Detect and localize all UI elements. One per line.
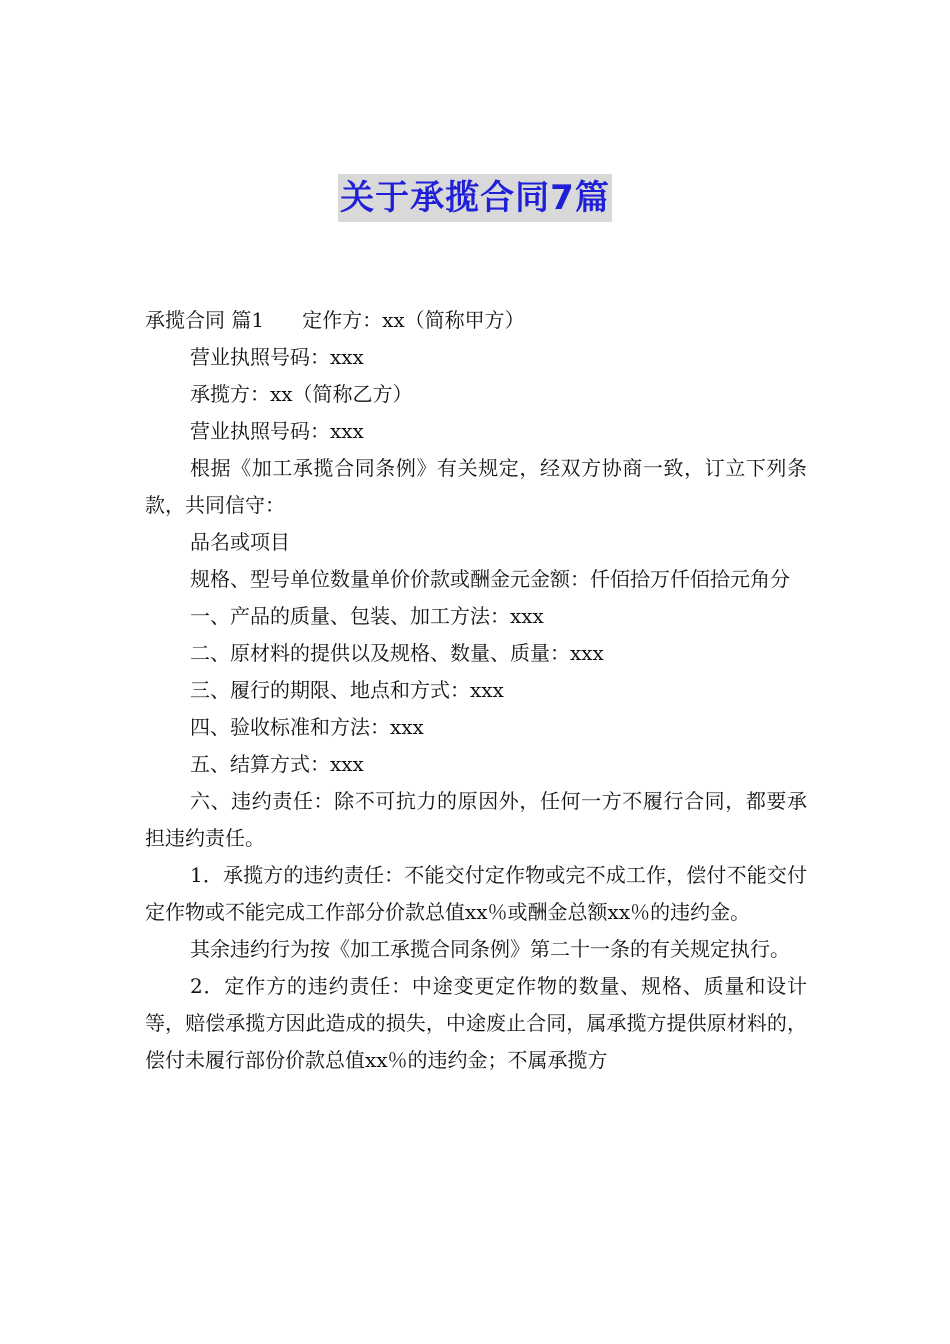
- paragraph-item-name: 品名或项目: [190, 530, 290, 554]
- paragraph-specification: 规格、型号单位数量单价价款或酬金元金额：仟佰拾万仟佰拾元角分: [190, 567, 790, 591]
- paragraph-preamble: 根据《加工承揽合同条例》有关规定，经双方协商一致，订立下列条款，共同信守：: [145, 456, 807, 517]
- clause-4: 四、验收标准和方法：xxx: [190, 715, 424, 739]
- document-title: 关于承揽合同7篇: [338, 174, 612, 222]
- paragraph-contractor: 承揽方：xx（简称乙方）: [190, 382, 413, 406]
- clause-5: 五、结算方式：xxx: [190, 752, 364, 776]
- first-paragraph: [145, 302, 807, 339]
- paragraph-license-2: 营业执照号码：xxx: [190, 419, 364, 443]
- paragraph-license-1: 营业执照号码：xxx: [190, 345, 364, 369]
- first-line-text: 定作方：xx（简称甲方）: [302, 308, 525, 332]
- clause-6: 六、违约责任：除不可抗力的原因外，任何一方不履行合同，都要承担违约责任。: [145, 789, 807, 850]
- clause-6-sub-1: 1．承揽方的违约责任：不能交付定作物或完不成工作，偿付不能交付定作物或不能完成工作部分价款总值xx％或酬金总额xx％的违约金。: [145, 863, 807, 924]
- document-body: [145, 302, 807, 1079]
- clause-2: 二、原材料的提供以及规格、数量、质量：xxx: [190, 641, 604, 665]
- clause-6-sub-2: 2．定作方的违约责任：中途变更定作物的数量、规格、质量和设计等，赔偿承揽方因此造成的损失，中途废止合同，属承揽方提供原材料的，偿付未履行部份价款总值xx％的违约金；不属承揽方: [145, 974, 807, 1072]
- title-container: [0, 174, 950, 222]
- section-label: 承揽合同 篇1: [145, 308, 265, 332]
- clause-3: 三、履行的期限、地点和方式：xxx: [190, 678, 504, 702]
- clause-6-other: 其余违约行为按《加工承揽合同条例》第二十一条的有关规定执行。: [190, 937, 790, 961]
- clause-1: 一、产品的质量、包装、加工方法：xxx: [190, 604, 544, 628]
